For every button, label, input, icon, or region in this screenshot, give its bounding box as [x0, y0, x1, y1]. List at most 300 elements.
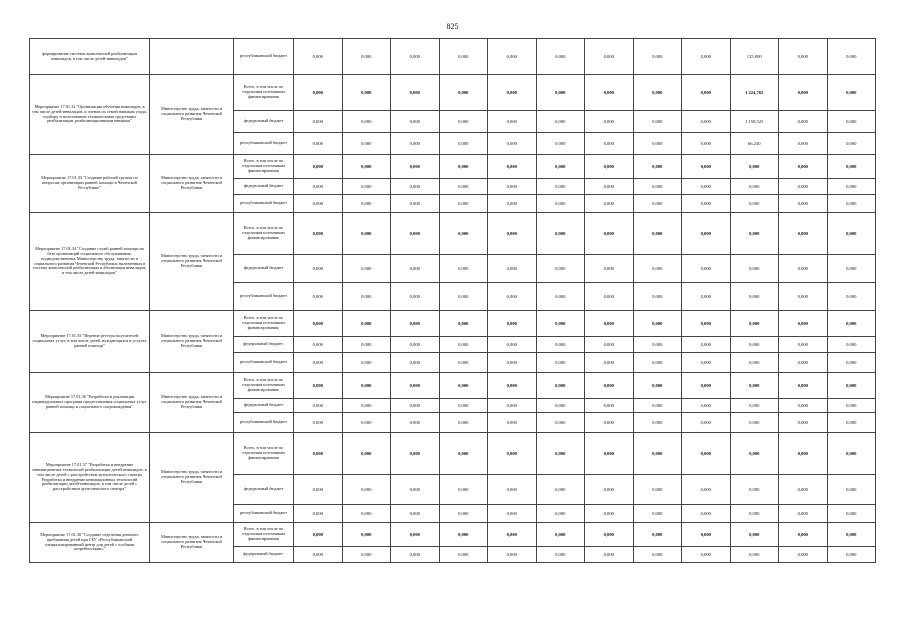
amount-cell: 0,000	[536, 523, 585, 547]
amount-cell: 0,000	[294, 353, 343, 373]
amount-cell: 0,000	[585, 75, 634, 111]
amount-cell: 0,000	[536, 111, 585, 133]
amount-cell: 0,000	[633, 337, 682, 353]
amount-cell: 0,000	[439, 475, 488, 505]
amount-cell: 0,000	[294, 373, 343, 399]
amount-cell: 0,000	[779, 155, 828, 179]
amount-cell: 0,000	[294, 547, 343, 563]
amount-cell: 0,000	[585, 475, 634, 505]
funding-source: Всего, в том числе по отдельным источникам финансирования:	[234, 311, 294, 337]
amount-cell: 0,000	[391, 75, 440, 111]
funding-source: Всего, в том числе по отдельным источникам финансирования	[234, 75, 294, 111]
measure-name: Мероприятие 17.01.33 "Создание рабочей группы по вопросам организации ранней помощи в Чеченской Республике"	[30, 155, 150, 213]
amount-cell: 0,000	[294, 39, 343, 75]
amount-cell: 0,000	[536, 399, 585, 413]
amount-cell: 0,000	[439, 111, 488, 133]
amount-cell: 0,000	[585, 111, 634, 133]
amount-cell: 0,000	[633, 547, 682, 563]
funding-source: Всего, в том числе по отдельным источникам финансирования	[234, 523, 294, 547]
amount-cell: 0,000	[439, 547, 488, 563]
amount-cell: 0,000	[294, 213, 343, 255]
funding-source: федеральный бюджет	[234, 399, 294, 413]
amount-cell: 0,000	[633, 475, 682, 505]
amount-cell: 0,000	[730, 179, 779, 195]
amount-cell: 0,000	[633, 155, 682, 179]
amount-cell: 0,000	[682, 213, 731, 255]
amount-cell: 0,000	[633, 39, 682, 75]
amount-cell: 0,000	[585, 283, 634, 311]
amount-cell: 0,000	[779, 523, 828, 547]
amount-cell: 0,000	[633, 399, 682, 413]
amount-cell: 0,000	[342, 373, 391, 399]
amount-cell: 0,000	[730, 505, 779, 523]
amount-cell: 0,000	[294, 399, 343, 413]
amount-cell: 0,000	[682, 337, 731, 353]
amount-cell: 66,240	[730, 133, 779, 155]
amount-cell: 0,000	[730, 475, 779, 505]
amount-cell: 0,000	[391, 337, 440, 353]
amount-cell: 0,000	[294, 337, 343, 353]
amount-cell: 0,000	[342, 155, 391, 179]
amount-cell: 0,000	[342, 213, 391, 255]
amount-cell: 0,000	[488, 337, 537, 353]
amount-cell: 1 224,765	[730, 75, 779, 111]
amount-cell: 0,000	[439, 255, 488, 283]
amount-cell: 0,000	[633, 523, 682, 547]
amount-cell: 0,000	[439, 433, 488, 475]
executor: Министерство труда, занятости и социального развития Чеченской Республики	[150, 213, 234, 311]
amount-cell: 0,000	[294, 155, 343, 179]
funding-source: республиканский бюджет	[234, 413, 294, 433]
amount-cell: 0,000	[488, 433, 537, 475]
amount-cell: 0,000	[488, 155, 537, 179]
amount-cell: 0,000	[391, 133, 440, 155]
amount-cell: 0,000	[779, 195, 828, 213]
amount-cell: 0,000	[294, 523, 343, 547]
amount-cell: 0,000	[585, 523, 634, 547]
amount-cell: 0,000	[439, 133, 488, 155]
amount-cell: 0,000	[827, 311, 876, 337]
amount-cell: 0,000	[585, 179, 634, 195]
funding-source: республиканский бюджет	[234, 195, 294, 213]
amount-cell: 0,000	[779, 39, 828, 75]
amount-cell: 0,000	[294, 433, 343, 475]
amount-cell: 0,000	[730, 213, 779, 255]
amount-cell: 0,000	[633, 311, 682, 337]
amount-cell: 0,000	[488, 399, 537, 413]
amount-cell: 0,000	[827, 255, 876, 283]
amount-cell: 0,000	[779, 475, 828, 505]
amount-cell: 0,000	[391, 413, 440, 433]
amount-cell: 0,000	[536, 133, 585, 155]
measure-name: формирование системы комплексной реабилитации инвалидов, в том числе детей-инвалидов"	[30, 39, 150, 75]
amount-cell: 0,000	[779, 283, 828, 311]
amount-cell: 0,000	[342, 311, 391, 337]
amount-cell: 0,000	[488, 353, 537, 373]
amount-cell: 0,000	[391, 39, 440, 75]
amount-cell: 0,000	[633, 433, 682, 475]
amount-cell: 0,000	[391, 111, 440, 133]
amount-cell: 0,000	[536, 353, 585, 373]
amount-cell: 0,000	[633, 413, 682, 433]
amount-cell: 0,000	[779, 75, 828, 111]
amount-cell: 0,000	[391, 195, 440, 213]
measure-name: Мероприятие 17.01.34 "Создание служб ранней помощи на базе организаций социального обслуживания, подведомственных Министерству труда, занятости и социального развития Чеченской Республики, включенных в систему комплексной реабилитации и абилитации инвалидов, в том числе детей-инвалидов"	[30, 213, 150, 311]
amount-cell: 0,000	[439, 413, 488, 433]
amount-cell: 0,000	[391, 475, 440, 505]
table-row	[30, 433, 876, 475]
amount-cell: 0,000	[294, 413, 343, 433]
amount-cell: 0,000	[536, 433, 585, 475]
amount-cell: 0,000	[779, 311, 828, 337]
amount-cell: 0,000	[488, 373, 537, 399]
amount-cell: 0,000	[342, 523, 391, 547]
amount-cell: 0,000	[827, 133, 876, 155]
amount-cell: 0,000	[682, 179, 731, 195]
amount-cell: 0,000	[391, 505, 440, 523]
funding-source: федеральный бюджет	[234, 255, 294, 283]
amount-cell: 0,000	[585, 353, 634, 373]
amount-cell: 0,000	[342, 353, 391, 373]
measure-name: Мероприятие 17.01.38 "Создание отделения дневного пребывания детей при ГБУ «Республиканский специализированный центр для детей с особыми потребностями»"	[30, 523, 150, 563]
amount-cell: 0,000	[488, 39, 537, 75]
amount-cell: 0,000	[488, 523, 537, 547]
amount-cell: 0,000	[342, 337, 391, 353]
amount-cell: 0,000	[391, 433, 440, 475]
amount-cell: 0,000	[439, 155, 488, 179]
table-row	[30, 373, 876, 399]
amount-cell: 0,000	[633, 213, 682, 255]
amount-cell: 0,000	[827, 195, 876, 213]
amount-cell: 0,000	[488, 283, 537, 311]
funding-source: Всего, в том числе по отдельным источникам финансирования:	[234, 213, 294, 255]
amount-cell: 0,000	[682, 373, 731, 399]
amount-cell: 0,000	[779, 399, 828, 413]
amount-cell: 0,000	[633, 75, 682, 111]
table-row	[30, 39, 876, 75]
amount-cell: 0,000	[585, 133, 634, 155]
table-row	[30, 155, 876, 179]
amount-cell: 0,000	[730, 353, 779, 373]
amount-cell: 0,000	[682, 133, 731, 155]
amount-cell: 0,000	[391, 179, 440, 195]
amount-cell: 0,000	[536, 337, 585, 353]
amount-cell: 0,000	[294, 133, 343, 155]
amount-cell: 0,000	[730, 523, 779, 547]
amount-cell: 0,000	[682, 547, 731, 563]
amount-cell: 0,000	[633, 111, 682, 133]
amount-cell: 0,000	[827, 39, 876, 75]
amount-cell: 0,000	[536, 475, 585, 505]
amount-cell: 0,000	[730, 413, 779, 433]
amount-cell: 0,000	[488, 413, 537, 433]
amount-cell: 0,000	[585, 433, 634, 475]
executor: Министерство труда, занятости и социального развития Чеченской Республики	[150, 433, 234, 523]
page-number: 825	[446, 22, 459, 31]
amount-cell: 0,000	[585, 547, 634, 563]
amount-cell: 0,000	[536, 255, 585, 283]
amount-cell: 0,000	[730, 547, 779, 563]
amount-cell: 0,000	[439, 179, 488, 195]
amount-cell: 0,000	[730, 155, 779, 179]
amount-cell: 0,000	[488, 179, 537, 195]
amount-cell: 0,000	[391, 547, 440, 563]
funding-source: Всего, в том числе по отдельным источникам финансирования	[234, 155, 294, 179]
amount-cell: 0,000	[488, 195, 537, 213]
executor: Министерство труда, занятости и социального развития Чеченской Республики	[150, 523, 234, 563]
amount-cell: 0,000	[391, 373, 440, 399]
amount-cell: 0,000	[633, 505, 682, 523]
measure-name: Мероприятие 17.01.36 "Разработка и реализация индивидуальных программ предоставления социальных услуг ранней помощи и социального сопровождения"	[30, 373, 150, 433]
amount-cell: 0,000	[730, 433, 779, 475]
amount-cell: 0,000	[391, 213, 440, 255]
amount-cell: 0,000	[536, 195, 585, 213]
amount-cell: 0,000	[536, 39, 585, 75]
amount-cell: 0,000	[439, 337, 488, 353]
amount-cell: 0,000	[682, 111, 731, 133]
amount-cell: 0,000	[391, 311, 440, 337]
amount-cell: 0,000	[488, 547, 537, 563]
amount-cell: 0,000	[682, 475, 731, 505]
amount-cell: 0,000	[536, 283, 585, 311]
amount-cell: 0,000	[391, 255, 440, 283]
table-body	[30, 39, 876, 563]
amount-cell: 0,000	[585, 413, 634, 433]
amount-cell: 0,000	[391, 399, 440, 413]
amount-cell: 0,000	[294, 195, 343, 213]
amount-cell: 0,000	[827, 155, 876, 179]
table-row	[30, 75, 876, 111]
amount-cell: 0,000	[633, 179, 682, 195]
amount-cell: 0,000	[779, 353, 828, 373]
funding-source: республиканский бюджет	[234, 39, 294, 75]
amount-cell: 0,000	[439, 353, 488, 373]
funding-source: Всего, в том числе по отдельным источникам финансирования:	[234, 373, 294, 399]
amount-cell: 0,000	[536, 75, 585, 111]
amount-cell: 0,000	[342, 111, 391, 133]
amount-cell: 0,000	[488, 213, 537, 255]
amount-cell: 0,000	[342, 505, 391, 523]
amount-cell: 0,000	[730, 311, 779, 337]
amount-cell: 0,000	[536, 373, 585, 399]
amount-cell: 0,000	[439, 213, 488, 255]
amount-cell: 0,000	[779, 413, 828, 433]
amount-cell: 0,000	[391, 155, 440, 179]
amount-cell: 0,000	[294, 475, 343, 505]
amount-cell: 0,000	[730, 283, 779, 311]
amount-cell: 0,000	[294, 179, 343, 195]
funding-source: федеральный бюджет	[234, 475, 294, 505]
amount-cell: 0,000	[342, 399, 391, 413]
amount-cell: 0,000	[779, 133, 828, 155]
amount-cell: 0,000	[294, 311, 343, 337]
amount-cell: 0,000	[827, 283, 876, 311]
amount-cell: 0,000	[585, 337, 634, 353]
amount-cell: 0,000	[827, 433, 876, 475]
amount-cell: 0,000	[827, 523, 876, 547]
amount-cell: 0,000	[342, 413, 391, 433]
measure-name: Мероприятие 17.01.35 "Ведение реестра получателей социальных услуг, в том числе детей, нуждающихся в услугах ранней помощи"	[30, 311, 150, 373]
amount-cell: 0,000	[682, 283, 731, 311]
amount-cell: 0,000	[682, 523, 731, 547]
amount-cell: 0,000	[779, 505, 828, 523]
amount-cell: 0,000	[682, 433, 731, 475]
amount-cell: 0,000	[779, 179, 828, 195]
amount-cell: 0,000	[827, 111, 876, 133]
executor	[150, 39, 234, 75]
amount-cell: 0,000	[488, 311, 537, 337]
amount-cell: 0,000	[342, 39, 391, 75]
amount-cell: 0,000	[585, 39, 634, 75]
table-row	[30, 523, 876, 547]
executor: Министерство труда, занятости и социального развития Чеченской Республики	[150, 373, 234, 433]
amount-cell: 0,000	[682, 195, 731, 213]
amount-cell: 0,000	[439, 523, 488, 547]
amount-cell: 0,000	[342, 283, 391, 311]
amount-cell: 0,000	[730, 195, 779, 213]
funding-source: федеральный бюджет:	[234, 547, 294, 563]
amount-cell: 0,000	[342, 547, 391, 563]
amount-cell: 0,000	[391, 523, 440, 547]
amount-cell: 0,000	[633, 373, 682, 399]
amount-cell: 0,000	[294, 505, 343, 523]
amount-cell: 0,000	[342, 179, 391, 195]
amount-cell: 0,000	[488, 111, 537, 133]
amount-cell: 0,000	[342, 195, 391, 213]
amount-cell: 0,000	[536, 311, 585, 337]
table-row	[30, 311, 876, 337]
funding-source: республиканский бюджет	[234, 353, 294, 373]
amount-cell: 0,000	[827, 547, 876, 563]
amount-cell: 0,000	[633, 195, 682, 213]
amount-cell: 0,000	[342, 475, 391, 505]
amount-cell: 0,000	[779, 337, 828, 353]
amount-cell: 0,000	[633, 133, 682, 155]
amount-cell: 0,000	[779, 213, 828, 255]
funding-source: Всего, в том числе по отдельным источникам финансирования	[234, 433, 294, 475]
amount-cell: 0,000	[779, 255, 828, 283]
amount-cell: 0,000	[536, 155, 585, 179]
amount-cell: 0,000	[439, 195, 488, 213]
amount-cell: 1 158,525	[730, 111, 779, 133]
amount-cell: 0,000	[488, 505, 537, 523]
amount-cell: 0,000	[488, 255, 537, 283]
amount-cell: 0,000	[682, 311, 731, 337]
amount-cell: 0,000	[633, 255, 682, 283]
amount-cell: 0,000	[536, 547, 585, 563]
funding-source: республиканский бюджет	[234, 505, 294, 523]
amount-cell: 0,000	[779, 111, 828, 133]
funding-source: федеральный бюджет	[234, 179, 294, 195]
amount-cell: 0,000	[827, 413, 876, 433]
amount-cell: 0,000	[827, 337, 876, 353]
amount-cell: 0,000	[439, 399, 488, 413]
amount-cell: 0,000	[827, 75, 876, 111]
amount-cell: 0,000	[730, 337, 779, 353]
amount-cell: 0,000	[488, 133, 537, 155]
amount-cell: 125,000	[730, 39, 779, 75]
amount-cell: 0,000	[682, 413, 731, 433]
amount-cell: 0,000	[779, 373, 828, 399]
amount-cell: 0,000	[585, 195, 634, 213]
funding-source: республиканский бюджет	[234, 133, 294, 155]
amount-cell: 0,000	[779, 547, 828, 563]
funding-source: республиканский бюджет	[234, 283, 294, 311]
amount-cell: 0,000	[827, 179, 876, 195]
funding-source: федеральный бюджет:	[234, 337, 294, 353]
budget-table	[29, 38, 876, 563]
amount-cell: 0,000	[682, 399, 731, 413]
amount-cell: 0,000	[585, 373, 634, 399]
amount-cell: 0,000	[294, 111, 343, 133]
amount-cell: 0,000	[730, 373, 779, 399]
amount-cell: 0,000	[682, 39, 731, 75]
amount-cell: 0,000	[827, 213, 876, 255]
amount-cell: 0,000	[633, 353, 682, 373]
amount-cell: 0,000	[827, 399, 876, 413]
amount-cell: 0,000	[585, 255, 634, 283]
executor: Министерство труда, занятости и социального развития Чеченской Республики	[150, 75, 234, 155]
amount-cell: 0,000	[585, 505, 634, 523]
amount-cell: 0,000	[827, 353, 876, 373]
amount-cell: 0,000	[488, 475, 537, 505]
table-row	[30, 213, 876, 255]
amount-cell: 0,000	[439, 39, 488, 75]
amount-cell: 0,000	[536, 179, 585, 195]
executor: Министерство труда, занятости и социального развития Чеченской Республики	[150, 311, 234, 373]
amount-cell: 0,000	[294, 75, 343, 111]
amount-cell: 0,000	[342, 255, 391, 283]
amount-cell: 0,000	[585, 311, 634, 337]
amount-cell: 0,000	[585, 399, 634, 413]
amount-cell: 0,000	[391, 283, 440, 311]
amount-cell: 0,000	[294, 255, 343, 283]
amount-cell: 0,000	[342, 433, 391, 475]
measure-name: Мероприятие 17.01.32 "Организация обучения инвалидов, в том числе детей-инвалидов, и членов их семей навыкам ухода, подбору и пользованию техническими средствами реабилитации, реабилитационными навыкам"	[30, 75, 150, 155]
amount-cell: 0,000	[439, 373, 488, 399]
amount-cell: 0,000	[439, 75, 488, 111]
measure-name: Мероприятие 17.01.37 "Разработка и внедрение инновационных технологий реабилитации детей-инвалидов, в том числе детей с расстройством аутистического спектра Разработка и внедрение инновационных технологий реабилитации детей-инвалидов, в том числе детей с расстройством аутистического спектра"	[30, 433, 150, 523]
amount-cell: 0,000	[536, 413, 585, 433]
amount-cell: 0,000	[730, 399, 779, 413]
amount-cell: 0,000	[682, 75, 731, 111]
amount-cell: 0,000	[827, 505, 876, 523]
amount-cell: 0,000	[682, 255, 731, 283]
amount-cell: 0,000	[536, 505, 585, 523]
amount-cell: 0,000	[294, 283, 343, 311]
amount-cell: 0,000	[342, 133, 391, 155]
amount-cell: 0,000	[488, 75, 537, 111]
amount-cell: 0,000	[585, 213, 634, 255]
amount-cell: 0,000	[633, 283, 682, 311]
amount-cell: 0,000	[730, 255, 779, 283]
amount-cell: 0,000	[779, 433, 828, 475]
amount-cell: 0,000	[439, 283, 488, 311]
amount-cell: 0,000	[536, 213, 585, 255]
amount-cell: 0,000	[682, 155, 731, 179]
funding-source: федеральный бюджет	[234, 111, 294, 133]
amount-cell: 0,000	[439, 505, 488, 523]
executor: Министерство труда, занятости и социального развития Чеченской Республики	[150, 155, 234, 213]
amount-cell: 0,000	[827, 475, 876, 505]
amount-cell: 0,000	[827, 373, 876, 399]
amount-cell: 0,000	[682, 353, 731, 373]
amount-cell: 0,000	[391, 353, 440, 373]
amount-cell: 0,000	[585, 155, 634, 179]
amount-cell: 0,000	[439, 311, 488, 337]
amount-cell: 0,000	[682, 505, 731, 523]
amount-cell: 0,000	[342, 75, 391, 111]
